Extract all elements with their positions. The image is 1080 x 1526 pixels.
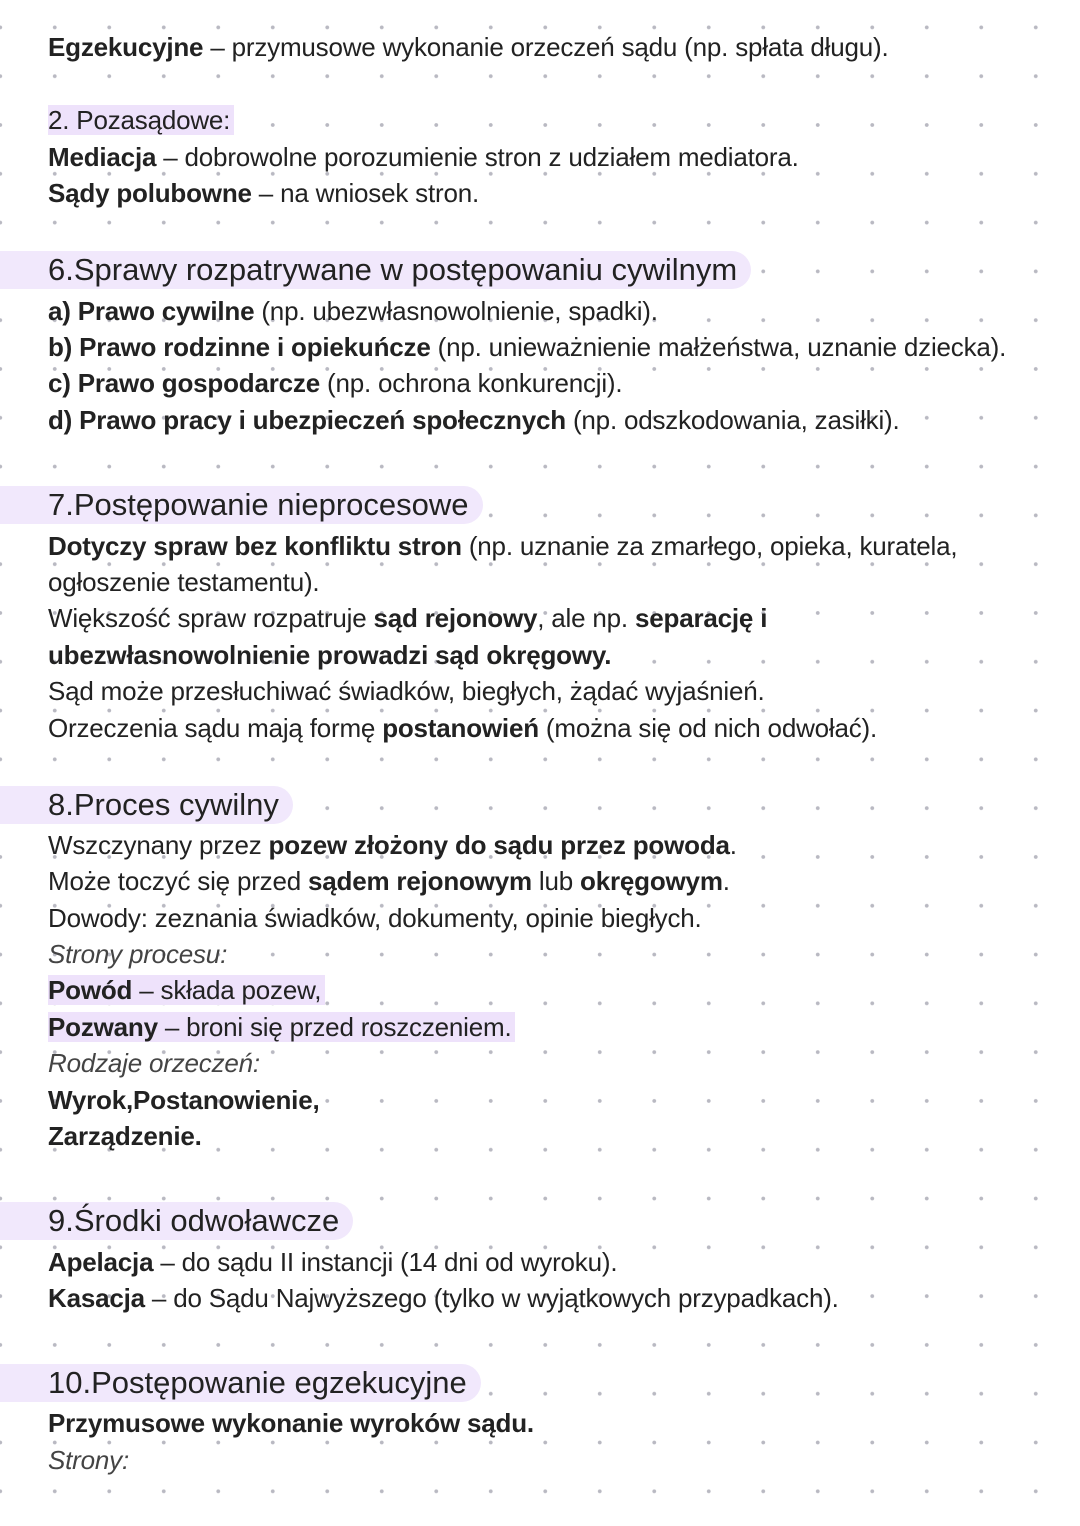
- paragraph-line: ubezwłasnowolnienie prowadzi sąd okręgowy.: [48, 640, 612, 670]
- italic-label: Strony procesu:: [48, 939, 228, 969]
- line-kasacja: [48, 1280, 839, 1316]
- definition: – składa pozew,: [132, 975, 322, 1005]
- term: Powód: [48, 975, 133, 1005]
- paragraph-line: [48, 600, 767, 636]
- italic-label: Rodzaje orzeczeń:: [48, 1048, 260, 1078]
- definition: – przymusowe wykonanie orzeczeń sądu (np. spłata długu).: [203, 32, 889, 62]
- paragraph-line: Dowody: zeznania świadków, dokumenty, opinie biegłych.: [48, 903, 702, 933]
- highlight: [48, 1012, 515, 1042]
- paragraph-line: [48, 827, 737, 863]
- list-item: [48, 329, 1006, 365]
- definition: – do sądu II instancji (14 dni od wyroku).: [153, 1247, 618, 1277]
- section-heading-7: 7.Postępowanie nieprocesowe: [0, 486, 483, 524]
- paragraph-line: Wyrok,Postanowienie,: [48, 1085, 320, 1115]
- definition: (np. odszkodowania, zasiłki).: [565, 405, 900, 435]
- term: Sądy polubowne: [48, 178, 252, 208]
- paragraph-line: Przymusowe wykonanie wyroków sądu.: [48, 1408, 534, 1438]
- italic-label: Strony:: [48, 1445, 129, 1475]
- term: Apelacja: [48, 1247, 154, 1277]
- term: Mediacja: [48, 142, 157, 172]
- highlight: [48, 975, 325, 1005]
- line-apelacja: [48, 1244, 617, 1280]
- definition: – do Sądu Najwyższego (tylko w wyjątkowych przypadkach).: [144, 1283, 839, 1313]
- term: Egzekucyjne: [48, 32, 204, 62]
- definition: (np. unieważnienie małżeństwa, uznanie dziecka).: [430, 332, 1007, 362]
- list-item: [48, 402, 900, 438]
- subheading-pozasadowe: [48, 102, 234, 138]
- list-item: [48, 365, 622, 401]
- text: , ale np.: [537, 603, 635, 633]
- party-powod: [48, 972, 325, 1008]
- section-heading-9: 9.Środki odwoławcze: [0, 1202, 353, 1240]
- paragraph-line: Sąd może przesłuchiwać świadków, biegłych, żądać wyjaśnień.: [48, 676, 765, 706]
- paragraph-line: [48, 528, 957, 564]
- definition: (np. ubezwłasnowolnienie, spadki).: [254, 296, 658, 326]
- term: d) Prawo pracy i ubezpieczeń społecznych: [48, 405, 566, 435]
- definition: (np. ochrona konkurencji).: [319, 368, 623, 398]
- party-pozwany: [48, 1009, 515, 1045]
- definition: – broni się przed roszczeniem.: [157, 1012, 512, 1042]
- paragraph-line: [48, 863, 730, 899]
- section-heading-8: 8.Proces cywilny: [0, 786, 293, 824]
- bold-text: postanowień: [382, 713, 539, 743]
- text: Może toczyć się przed: [48, 866, 309, 896]
- bold-text: okręgowym: [580, 866, 723, 896]
- paragraph-line: Zarządzenie.: [48, 1121, 202, 1151]
- section-heading-10: 10.Postępowanie egzekucyjne: [0, 1364, 481, 1402]
- line-mediacja: [48, 139, 799, 175]
- list-item: [48, 293, 658, 329]
- text: .: [722, 866, 730, 896]
- term: c) Prawo gospodarcze: [48, 368, 320, 398]
- definition: – na wniosek stron.: [251, 178, 479, 208]
- text: .: [729, 830, 737, 860]
- text: Większość spraw rozpatruje: [48, 603, 374, 633]
- text: (można się od nich odwołać).: [538, 713, 878, 743]
- term: Pozwany: [48, 1012, 158, 1042]
- text: lub: [531, 866, 581, 896]
- highlighted-subheading: 2. Pozasądowe:: [48, 105, 234, 135]
- paragraph-line: [48, 710, 877, 746]
- text: Wszczynany przez: [48, 830, 269, 860]
- bold-text: Dotyczy spraw bez konfliktu stron: [48, 531, 462, 561]
- text: (np. uznanie za zmarłego, opieka, kuratela,: [461, 531, 958, 561]
- bold-text: sąd rejonowy: [373, 603, 538, 633]
- term: a) Prawo cywilne: [48, 296, 255, 326]
- section-heading-6: 6.Sprawy rozpatrywane w postępowaniu cywilnym: [0, 251, 751, 289]
- line-egzekucyjne: [48, 29, 889, 65]
- line-sady-polubowne: [48, 175, 479, 211]
- paragraph-line: ogłoszenie testamentu).: [48, 567, 320, 597]
- bold-text: separację i: [635, 603, 768, 633]
- term: b) Prawo rodzinne i opiekuńcze: [48, 332, 431, 362]
- definition: – dobrowolne porozumienie stron z udziałem mediatora.: [156, 142, 799, 172]
- bold-text: pozew złożony do sądu przez powoda: [268, 830, 730, 860]
- bold-text: sądem rejonowym: [308, 866, 532, 896]
- term: Kasacja: [48, 1283, 145, 1313]
- text: Orzeczenia sądu mają formę: [48, 713, 383, 743]
